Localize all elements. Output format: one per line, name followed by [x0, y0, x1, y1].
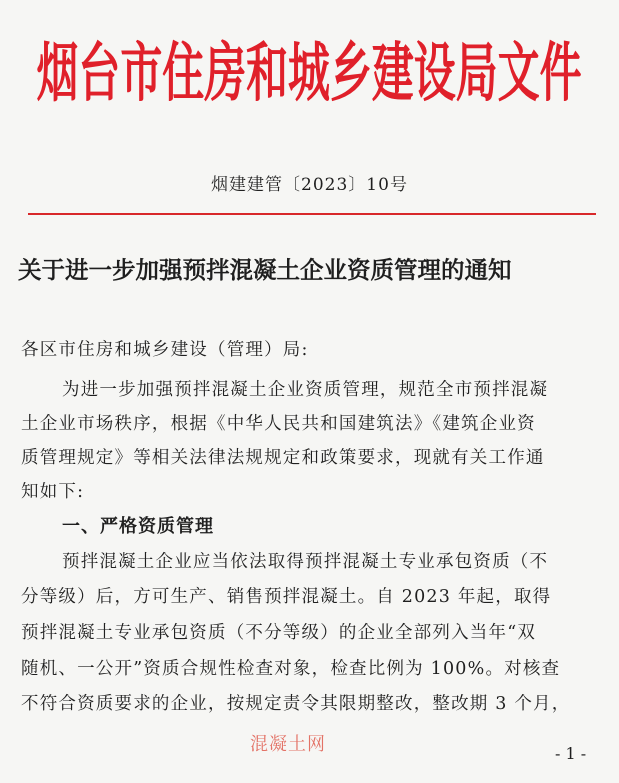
section-line: 分等级）后，方可生产、销售预拌混凝土。自 2023 年起，取得	[21, 587, 552, 607]
header-title: 烟台市住房和城乡建设局文件	[35, 37, 582, 111]
red-divider	[28, 213, 596, 215]
intro-line: 为进一步加强预拌混凝土企业资质管理，规范全市预拌混凝	[62, 380, 549, 400]
notice-title: 关于进一步加强预拌混凝土企业资质管理的通知	[18, 256, 512, 284]
red-header	[0, 12, 619, 122]
document-number: 烟建建管〔2023〕10号	[211, 175, 408, 195]
section-heading: 一、严格资质管理	[62, 516, 214, 537]
red-header-svg	[0, 12, 619, 122]
intro-line: 质管理规定》等相关法律法规规定和政策要求，现就有关工作通	[21, 448, 545, 468]
watermark-text: 混凝土网	[250, 734, 326, 755]
section-line: 随机、一公开”资质合规性检查对象，检查比例为 100%。对核查	[21, 659, 561, 679]
section-line: 不符合资质要求的企业，按规定责令其限期整改，整改期 3 个月，	[21, 694, 571, 714]
section-line: 预拌混凝土企业应当依法取得预拌混凝土专业承包资质（不	[62, 552, 549, 572]
salutation: 各区市住房和城乡建设（管理）局:	[21, 340, 309, 360]
section-line: 预拌混凝土专业承包资质（不分等级）的企业全部列入当年“双	[21, 623, 537, 643]
page-number: - 1 -	[555, 744, 587, 763]
intro-line: 知如下:	[21, 482, 85, 502]
intro-line: 土企业市场秩序，根据《中华人民共和国建筑法》《建筑企业资	[21, 414, 536, 434]
